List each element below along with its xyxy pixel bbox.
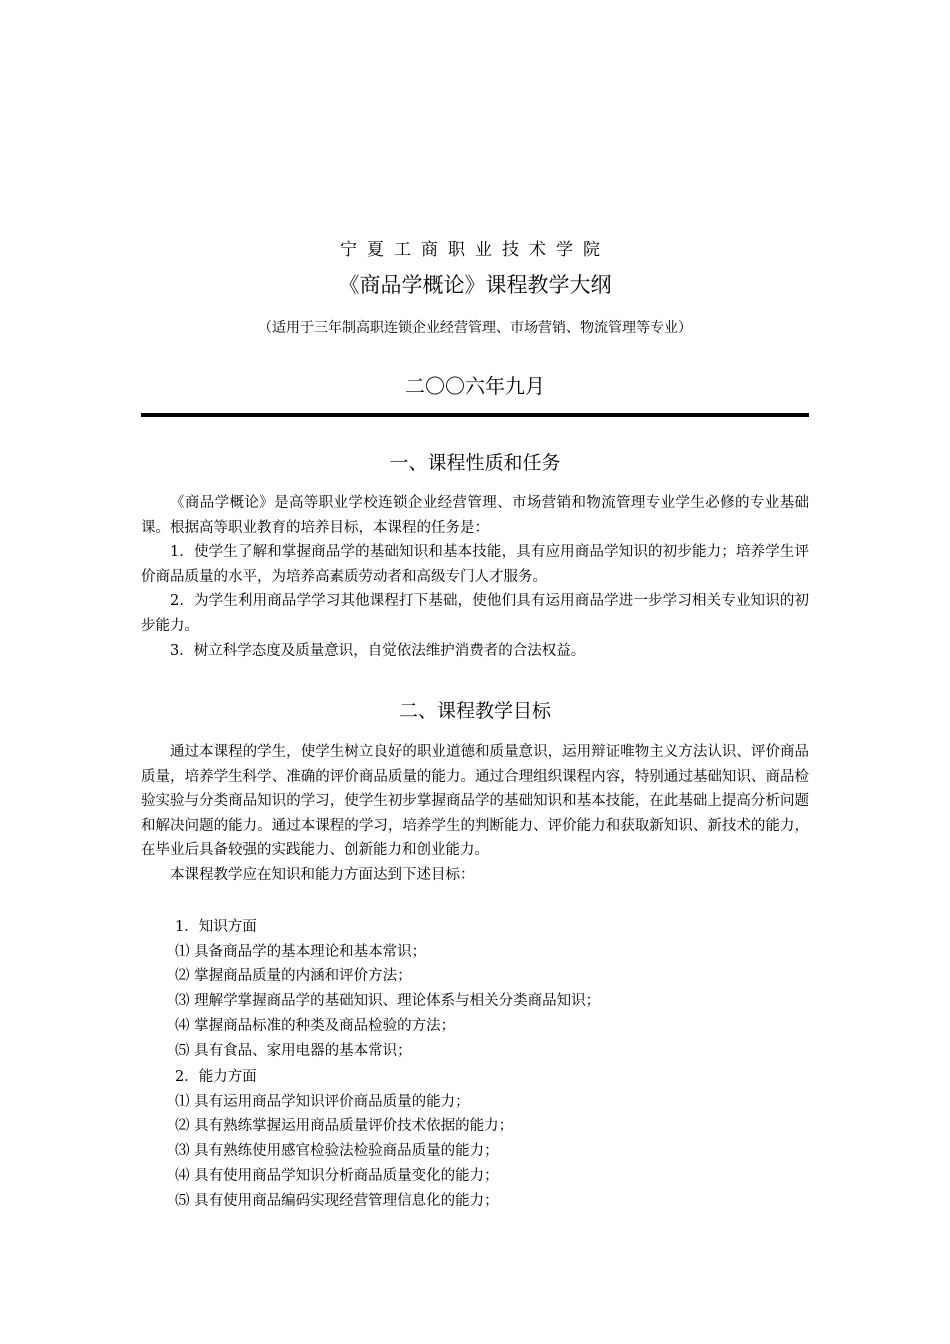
list-item: ⑵ 掌握商品质量的内涵和评价方法； [175,968,412,984]
section-2-body [141,740,809,888]
section-1-paragraph: 1．使学生了解和掌握商品学的基础知识和基本技能，具有应用商品学知识的初步能力；培养学生评价商品质量的水平，为培养高素质劳动者和高级专门人才服务。 [141,544,809,585]
list-item: ⑴ 具有运用商品学知识评价商品质量的能力； [175,1094,470,1110]
document-date: 二〇〇六年九月 [405,374,545,398]
section-1-paragraph: 2．为学生利用商品学学习其他课程打下基础，使他们具有运用商品学进一步学习相关专业知识的初步能力。 [141,593,809,634]
document-title: 《商品学概论》课程教学大纲 [338,273,612,297]
title-divider [141,413,809,417]
section-2-paragraph: 本课程教学应在知识和能力方面达到下述目标： [170,866,475,883]
section-1-paragraph: 3．树立科学态度及质量意识，自觉依法维护消费者的合法权益。 [170,642,586,659]
list-item: ⑷ 具有使用商品学知识分析商品质量变化的能力； [175,1168,499,1184]
section-heading-1: 一、课程性质和任务 [389,452,561,474]
list-item: 1．知识方面 [175,919,257,935]
list-item: ⑵ 具有熟练掌握运用商品质量评价技术依据的能力； [175,1118,514,1134]
list-item: ⑷ 掌握商品标准的种类及商品检验的方法； [175,1018,456,1034]
section-1-paragraph: 《商品学概论》是高等职业学校连锁企业经营管理、市场营销和物流管理专业学生必修的专业基础课。根据高等职业教育的培养目标，本课程的任务是： [141,495,809,536]
section-heading-2: 二、课程教学目标 [398,700,551,722]
list-item: ⑶ 具有熟练使用感官检验法检验商品质量的能力； [175,1143,499,1159]
section-1-body [141,491,809,663]
section-2-paragraph: 通过本课程的学生，使学生树立良好的职业道德和质量意识，运用辩证唯物主义方法认识、评价商品质量，培养学生科学、准确的评价商品质量的能力。通过合理组织课程内容，特别通过基础知识、商品检验实验与分类商品知识的学习，使学生初步掌握商品学的基础知识和基本技能，在此基础上提高分析问题和解决问题的能力。通过本课程的学习，培养学生的判断能力、评价能力和获取新知识、新技术的能力，在毕业后具备较强的实践能力、创新能力和创业能力。 [141,744,809,859]
list-item: ⑶ 理解学掌握商品学的基础知识、理论体系与相关分类商品知识； [175,993,601,1009]
college-name: 宁夏工商职业技术学院 [340,240,610,260]
list-item: ⑸ 具有食品、家用电器的基本常识； [175,1043,412,1059]
list-item: ⑸ 具有使用商品编码实现经营管理信息化的能力； [175,1193,499,1209]
list-item: 2．能力方面 [175,1069,257,1085]
list-item: ⑴ 具备商品学的基本理论和基本常识； [175,944,427,960]
document-subtitle: （适用于三年制高职连锁企业经营管理、市场营销、物流管理等专业） [258,320,692,336]
